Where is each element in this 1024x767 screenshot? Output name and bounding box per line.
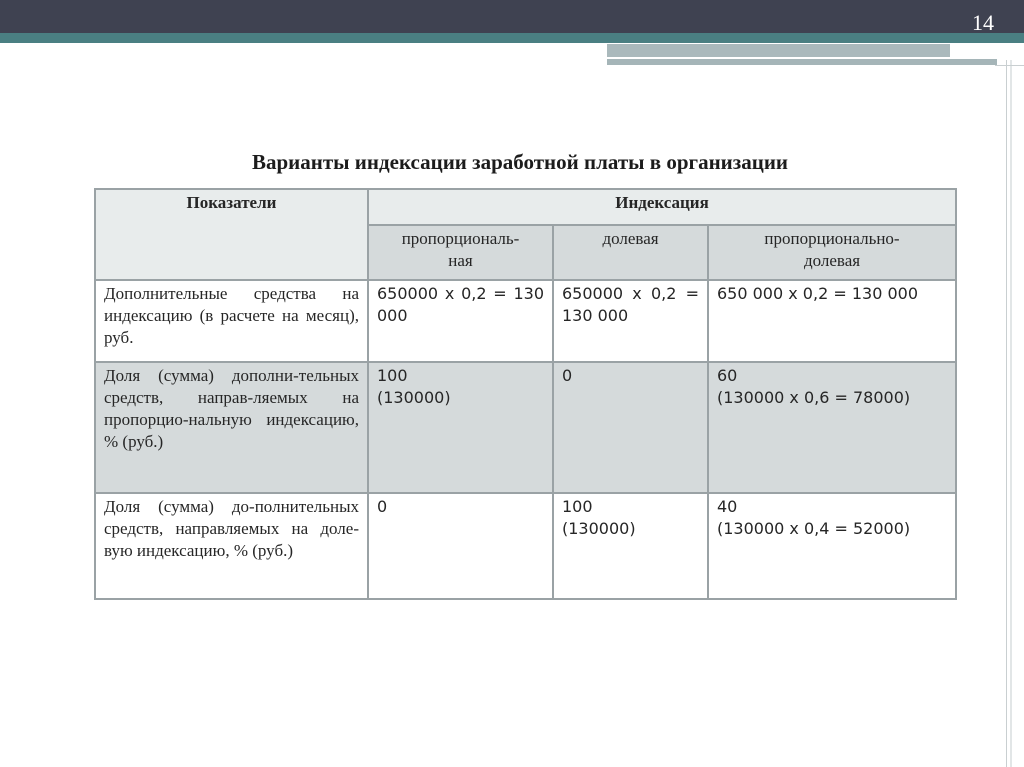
table-cell: 650000 х 0,2 = 130 000 xyxy=(368,280,553,362)
table-cell: 100 (130000) xyxy=(553,493,708,599)
table-cell: 0 xyxy=(368,493,553,599)
row-label: Доля (сумма) дополни-тельных средств, направ-ляемых на пропорцио-нальную индексацию, % (руб.) xyxy=(95,362,368,493)
table-row xyxy=(95,362,956,493)
table-cell: 650 000 х 0,2 = 130 000 xyxy=(708,280,956,362)
row-label: Доля (сумма) до-полнительных средств, направляемых на доле-вую индексацию, % (руб.) xyxy=(95,493,368,599)
decor-stripe-lower xyxy=(607,59,997,65)
table-row xyxy=(95,493,956,599)
top-banner xyxy=(0,0,1024,33)
subheader-mixed: пропорционально- долевая xyxy=(708,225,956,280)
table-cell: 650000 х 0,2 = 130 000 xyxy=(553,280,708,362)
table-cell: 40 (130000 х 0,4 = 52000) xyxy=(708,493,956,599)
table-cell: 100 (130000) xyxy=(368,362,553,493)
subheader-share: долевая xyxy=(553,225,708,280)
row-label: Дополнительные средства на индексацию (в расчете на месяц), руб. xyxy=(95,280,368,362)
table-cell: 0 xyxy=(553,362,708,493)
table-header-row xyxy=(95,189,956,225)
header-indicators: Показатели xyxy=(95,189,368,280)
subheader-proportional: пропорциональ- ная xyxy=(368,225,553,280)
top-stripe xyxy=(0,33,1024,43)
page-title: Варианты индексации заработной платы в организации xyxy=(251,150,789,174)
table-row xyxy=(95,280,956,362)
decor-stripe xyxy=(607,44,950,57)
slide-number: 14 xyxy=(972,10,994,35)
frame-corner xyxy=(995,65,1024,66)
header-indexation: Индексация xyxy=(368,189,956,225)
indexation-table xyxy=(94,188,957,600)
table-cell: 60 (130000 х 0,6 = 78000) xyxy=(708,362,956,493)
